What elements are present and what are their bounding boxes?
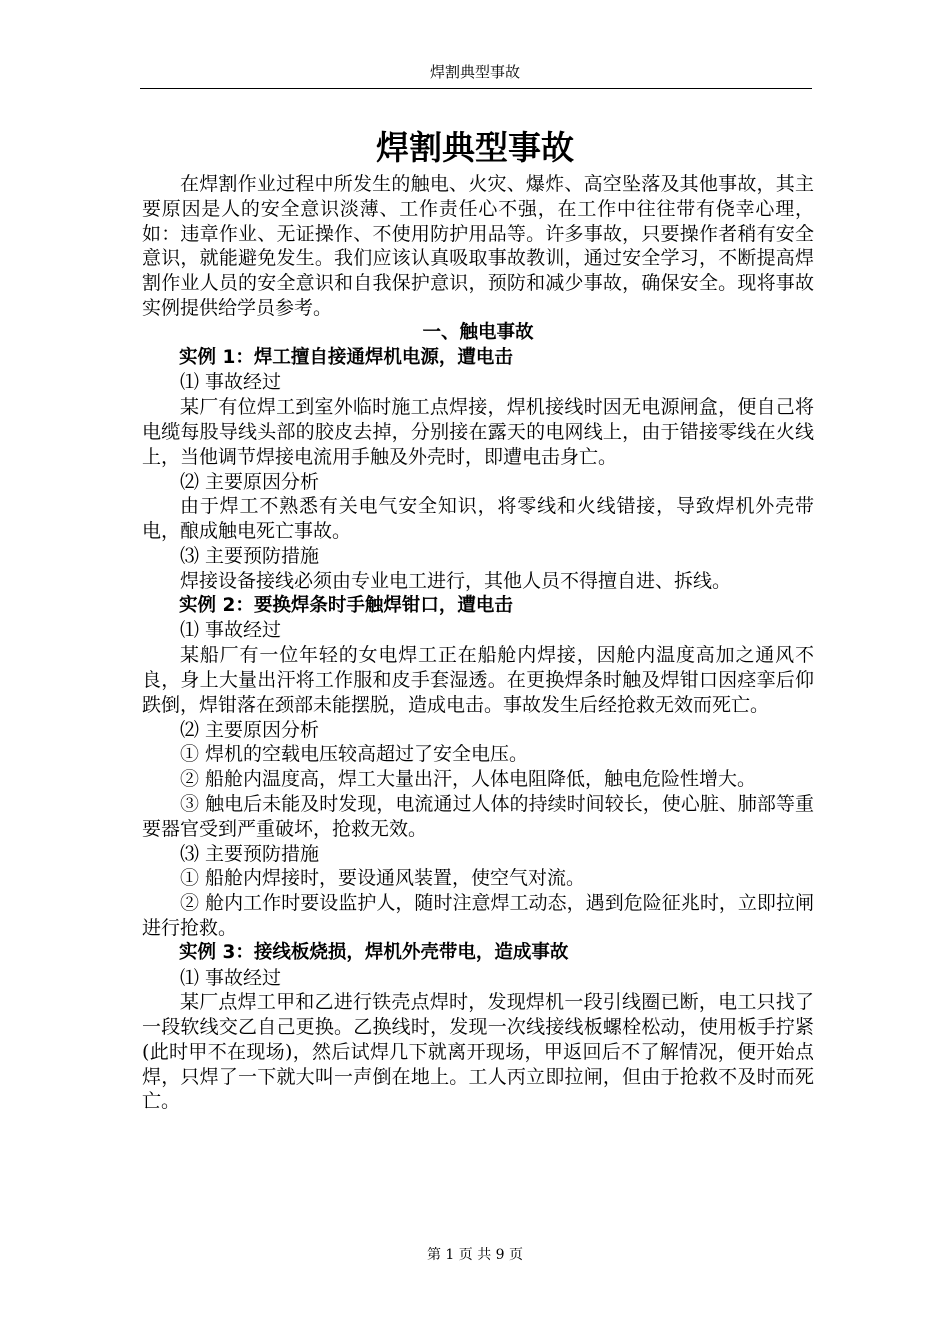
case-2-title: 实例 2：要换焊条时手触焊钳口，遭电击	[179, 594, 513, 616]
document-body	[142, 172, 814, 1114]
case-2-subheading-prevention: ⑶ 主要预防措施	[180, 842, 320, 865]
intro-paragraph: 在焊割作业过程中所发生的触电、火灾、爆炸、高空坠落及其他事故，其主要原因是人的安全意识淡薄、工作责任心不强，在工作中往往带有侥幸心理，如：违章作业、无证操作、不使用防护用品等。许多事故，只要操作者稍有安全意识，就能避免发生。我们应该认真吸取事故教训，通过安全学习，不断提高焊割作业人员的安全意识和自我保护意识，预防和减少事故，确保安全。现将事故实例提供给学员参考。	[142, 173, 814, 319]
case-2-cause-item: ① 焊机的空载电压较高超过了安全电压。	[180, 743, 529, 766]
case-1-process-text: 某厂有位焊工到室外临时施工点焊接，焊机接线时因无电源闸盒，便自己将电缆每股导线头部的胶皮去掉，分别接在露天的电网线上，由于错接零线在火线上，当他调节焊接电流用手触及外壳时，即遭电击身亡。	[142, 396, 814, 468]
case-2-process-text: 某船厂有一位年轻的女电焊工正在船舱内焊接，因舱内温度高加之通风不良，身上大量出汗将工作服和皮手套湿透。在更换焊条时触及焊钳口因痉挛后仰跌倒，焊钳落在颈部未能摆脱，造成电击。事故发生后经抢救无效而死亡。	[142, 644, 814, 716]
case-1-title: 实例 1：焊工擅自接通焊机电源，遭电击	[179, 346, 513, 368]
case-3-process-text: 某厂点焊工甲和乙进行铁壳点焊时，发现焊机一段引线圈已断，电工只找了一段软线交乙自己更换。乙换线时，发现一次线接线板螺栓松动，使用板手拧紧(此时甲不在现场)，然后试焊几下就离开现场，甲返回后不了解情况，便开始点焊，只焊了一下就大叫一声倒在地上。工人丙立即拉闸，但由于抢救不及时而死亡。	[142, 991, 814, 1113]
case-1-subheading-prevention: ⑶ 主要预防措施	[180, 544, 320, 567]
case-2-prevention-item: ① 船舱内焊接时，要设通风装置，使空气对流。	[180, 867, 586, 890]
case-2-cause-item: ② 船舱内温度高，焊工大量出汗，人体电阻降低，触电危险性增大。	[180, 768, 757, 791]
page-footer: 第 1 页 共 9 页	[426, 1247, 524, 1263]
case-2-subheading-process: ⑴ 事故经过	[180, 619, 282, 642]
header-divider	[140, 88, 812, 89]
case-1-subheading-cause: ⑵ 主要原因分析	[180, 470, 320, 493]
section-heading-electric-shock: 一、触电事故	[422, 321, 534, 343]
document-title: 焊割典型事故	[376, 128, 574, 167]
case-1-cause-text: 由于焊工不熟悉有关电气安全知识，将零线和火线错接，导致焊机外壳带电，酿成触电死亡事故。	[142, 495, 814, 543]
case-1-subheading-process: ⑴ 事故经过	[180, 371, 282, 394]
page-header: 焊割典型事故	[429, 63, 520, 81]
case-2-prevention-item: ② 舱内工作时要设监护人，随时注意焊工动态，遇到危险征兆时，立即拉闸进行抢救。	[142, 892, 814, 939]
case-2-cause-item: ③ 触电后未能及时发现，电流通过人体的持续时间较长，使心脏、肺部等重要器官受到严重破坏，抢救无效。	[142, 792, 814, 840]
case-3-title: 实例 3：接线板烧损，焊机外壳带电，造成事故	[179, 941, 569, 963]
case-1-prevention-text: 焊接设备接线必须由专业电工进行，其他人员不得擅自进、拆线。	[180, 569, 732, 592]
case-2-subheading-cause: ⑵ 主要原因分析	[180, 718, 320, 741]
case-3-subheading-process: ⑴ 事故经过	[180, 966, 282, 989]
